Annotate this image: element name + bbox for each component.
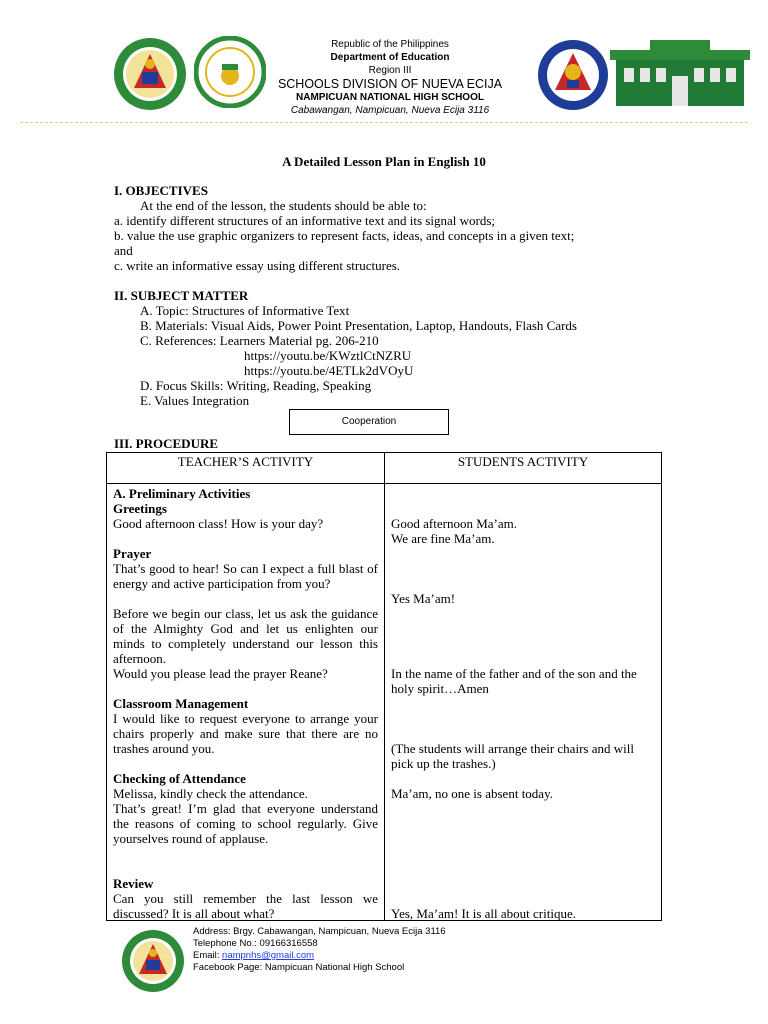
- subject-materials: B. Materials: Visual Aids, Power Point Presentation, Laptop, Handouts, Flash Cards: [140, 318, 577, 333]
- footer-email-label: Email:: [193, 950, 223, 961]
- objective-c: c. write an informative essay using different structures.: [114, 258, 401, 273]
- student-response-yes: Yes Ma’am!: [391, 591, 456, 606]
- header-divider: [20, 122, 748, 123]
- reference-link-1: https://youtu.be/KWztlCtNZRU: [244, 348, 412, 363]
- objectives-section: [114, 183, 674, 273]
- header-school: NAMPICUAN NATIONAL HIGH SCHOOL: [296, 92, 484, 103]
- attendance-heading: Checking of Attendance: [113, 771, 246, 786]
- document-title: A Detailed Lesson Plan in English 10: [282, 154, 486, 169]
- header-division: SCHOOLS DIVISION OF NUEVA ECIJA: [277, 77, 503, 91]
- review-heading: Review: [113, 876, 154, 891]
- objectives-heading: I. OBJECTIVES: [114, 183, 208, 198]
- objective-b-cont: and: [114, 243, 133, 258]
- value-box: Cooperation: [289, 409, 449, 435]
- subject-references: C. References: Learners Material pg. 206-210: [140, 333, 379, 348]
- school-seal-logo: [112, 36, 188, 112]
- subject-focus-skills: D. Focus Skills: Writing, Reading, Speaking: [140, 378, 372, 393]
- student-response-prayer: In the name of the father and of the son and the holy spirit…Amen: [391, 666, 637, 696]
- prayer-text-3: Would you please lead the prayer Reane?: [113, 666, 328, 681]
- footer-contact: [193, 926, 446, 974]
- classroom-management-heading: Classroom Management: [113, 696, 249, 711]
- students-column-header: STUDENTS ACTIVITY: [385, 453, 662, 484]
- footer-address: Address: Brgy. Cabawangan, Nampicuan, Nueva Ecija 3116: [193, 926, 446, 937]
- prayer-text-2: Before we begin our class, let us ask the guidance of the Almighty God and let us enlighten our minds to completely understand our lesson this afternoon.: [113, 606, 378, 666]
- reference-link-2: https://youtu.be/4ETLk2dVOyU: [244, 363, 414, 378]
- student-response-attendance: Ma’am, no one is absent today.: [391, 786, 553, 801]
- greetings-heading: Greetings: [113, 501, 167, 516]
- student-response-chairs: (The students will arrange their chairs and will pick up the trashes.): [391, 741, 634, 771]
- classroom-management-text: I would like to request everyone to arrange your chairs properly and make sure that there are no trashes around you.: [113, 711, 378, 756]
- objective-a: a. identify different structures of an informative text and its signal words;: [114, 213, 495, 228]
- subject-topic: A. Topic: Structures of Informative Text: [140, 303, 350, 318]
- header-department: Department of Education: [330, 52, 450, 63]
- procedure-table: [106, 452, 662, 921]
- prayer-text-1: That’s good to hear! So can I expect a full blast of energy and active participation from you?: [113, 561, 378, 591]
- subject-heading: II. SUBJECT MATTER: [114, 288, 249, 303]
- subject-values: E. Values Integration: [140, 393, 250, 408]
- header-republic: Republic of the Philippines: [331, 39, 449, 50]
- procedure-heading: III. PROCEDURE: [114, 436, 219, 451]
- students-activity-cell: [385, 484, 662, 921]
- letterhead: [240, 38, 540, 117]
- preliminary-heading: A. Preliminary Activities: [113, 486, 251, 501]
- subject-matter-section: [114, 288, 674, 408]
- attendance-text-2: That’s great! I’m glad that everyone understand the reasons of coming to school regularly. Give yourselves round of applause.: [113, 801, 378, 846]
- review-text: Can you still remember the last lesson we discussed? It is all about what?: [113, 891, 378, 921]
- footer-facebook: Facebook Page: Nampicuan National High School: [193, 962, 405, 973]
- teacher-activity-cell: [107, 484, 385, 921]
- footer-phone: Telephone No.: 09166316558: [193, 938, 318, 949]
- student-response-review: Yes, Ma’am! It is all about critique.: [391, 906, 576, 921]
- objective-b: b. value the use graphic organizers to represent facts, ideas, and concepts in a given text;: [114, 228, 575, 243]
- student-response-greeting-2: We are fine Ma’am.: [391, 531, 495, 546]
- student-response-greeting-1: Good afternoon Ma’am.: [391, 516, 517, 531]
- header-address: Cabawangan, Nampicuan, Nueva Ecija 3116: [290, 105, 490, 116]
- prayer-heading: Prayer: [113, 546, 152, 561]
- teacher-column-header: TEACHER’S ACTIVITY: [107, 453, 385, 484]
- header-region: Region III: [368, 65, 412, 76]
- footer-email-line: [193, 950, 446, 962]
- objectives-intro: At the end of the lesson, the students should be able to:: [140, 198, 427, 213]
- footer-email-link[interactable]: nampnhs@gmail.com: [222, 950, 315, 961]
- footer-school-seal-logo: [120, 928, 186, 994]
- deped-seal-logo: [536, 38, 610, 112]
- greetings-text: Good afternoon class! How is your day?: [113, 516, 324, 531]
- attendance-text-1: Melissa, kindly check the attendance.: [113, 786, 308, 801]
- school-building-logo: [610, 40, 750, 112]
